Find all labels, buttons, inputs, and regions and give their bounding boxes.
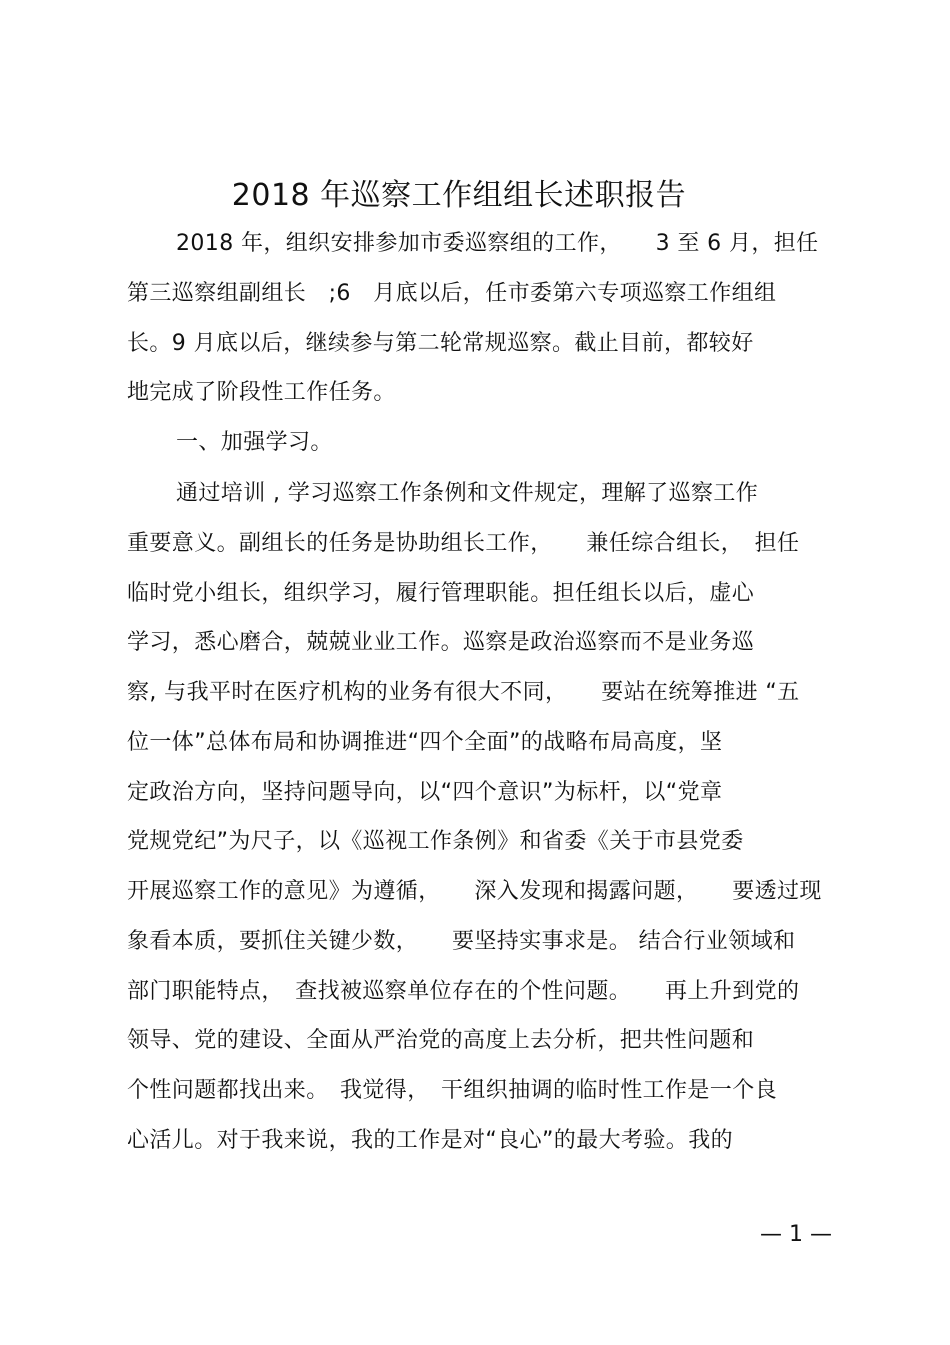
body-line: 党规党纪”为尺子，以《巡视工作条例》和省委《关于市县党委 [127, 829, 744, 854]
body-line: 临时党小组长，组织学习，履行管理职能。担任组长以后，虚心 [127, 581, 755, 606]
body-line: 开展巡察工作的意见》为遵循， 深入发现和揭露问题， 要透过现 [127, 879, 822, 904]
body-line: 象看本质，要抓住关键少数， 要坚持实事求是。 结合行业领域和 [127, 929, 796, 954]
body-line: 长。9 月底以后，继续参与第二轮常规巡察。截止目前，都较好 [127, 331, 754, 356]
body-line: 学习，悉心磨合，兢兢业业工作。巡察是政治巡察而不是业务巡 [127, 630, 755, 655]
body-line: 位一体”总体布局和协调推进“四个全面”的战略布局高度，坚 [127, 730, 723, 755]
section-heading: 一、加强学习。 [176, 430, 333, 455]
body-line: 定政治方向，坚持问题导向，以“四个意识”为标杆，以“党章 [127, 780, 723, 805]
page-number: — 1 — [760, 1222, 832, 1247]
body-line: 心活儿。对于我来说，我的工作是对“良心”的最大考验。我的 [127, 1128, 733, 1153]
document-title: 2018 年巡察工作组组长述职报告 [231, 178, 687, 213]
body-line: 个性问题都找出来。 我觉得， 干组织抽调的临时性工作是一个良 [127, 1078, 778, 1103]
body-line: 重要意义。副组长的任务是协助组长工作， 兼任综合组长， 担任 [127, 531, 800, 556]
body-line: 领导、党的建设、全面从严治党的高度上去分析，把共性问题和 [127, 1028, 755, 1053]
body-line: 察, 与我平时在医疗机构的业务有很大不同， 要站在统筹推进 “五 [127, 680, 800, 705]
body-line: 第三巡察组副组长 ;6 月底以后，任市委第六专项巡察工作组组 [127, 281, 777, 306]
body-line: 2018 年，组织安排参加市委巡察组的工作， 3 至 6 月，担任 [176, 231, 819, 256]
body-line: 通过培训 , 学习巡察工作条例和文件规定，理解了巡察工作 [176, 481, 759, 506]
body-line: 部门职能特点， 查找被巡察单位存在的个性问题。 再上升到党的 [127, 979, 800, 1004]
body-line: 地完成了阶段性工作任务。 [127, 380, 396, 405]
